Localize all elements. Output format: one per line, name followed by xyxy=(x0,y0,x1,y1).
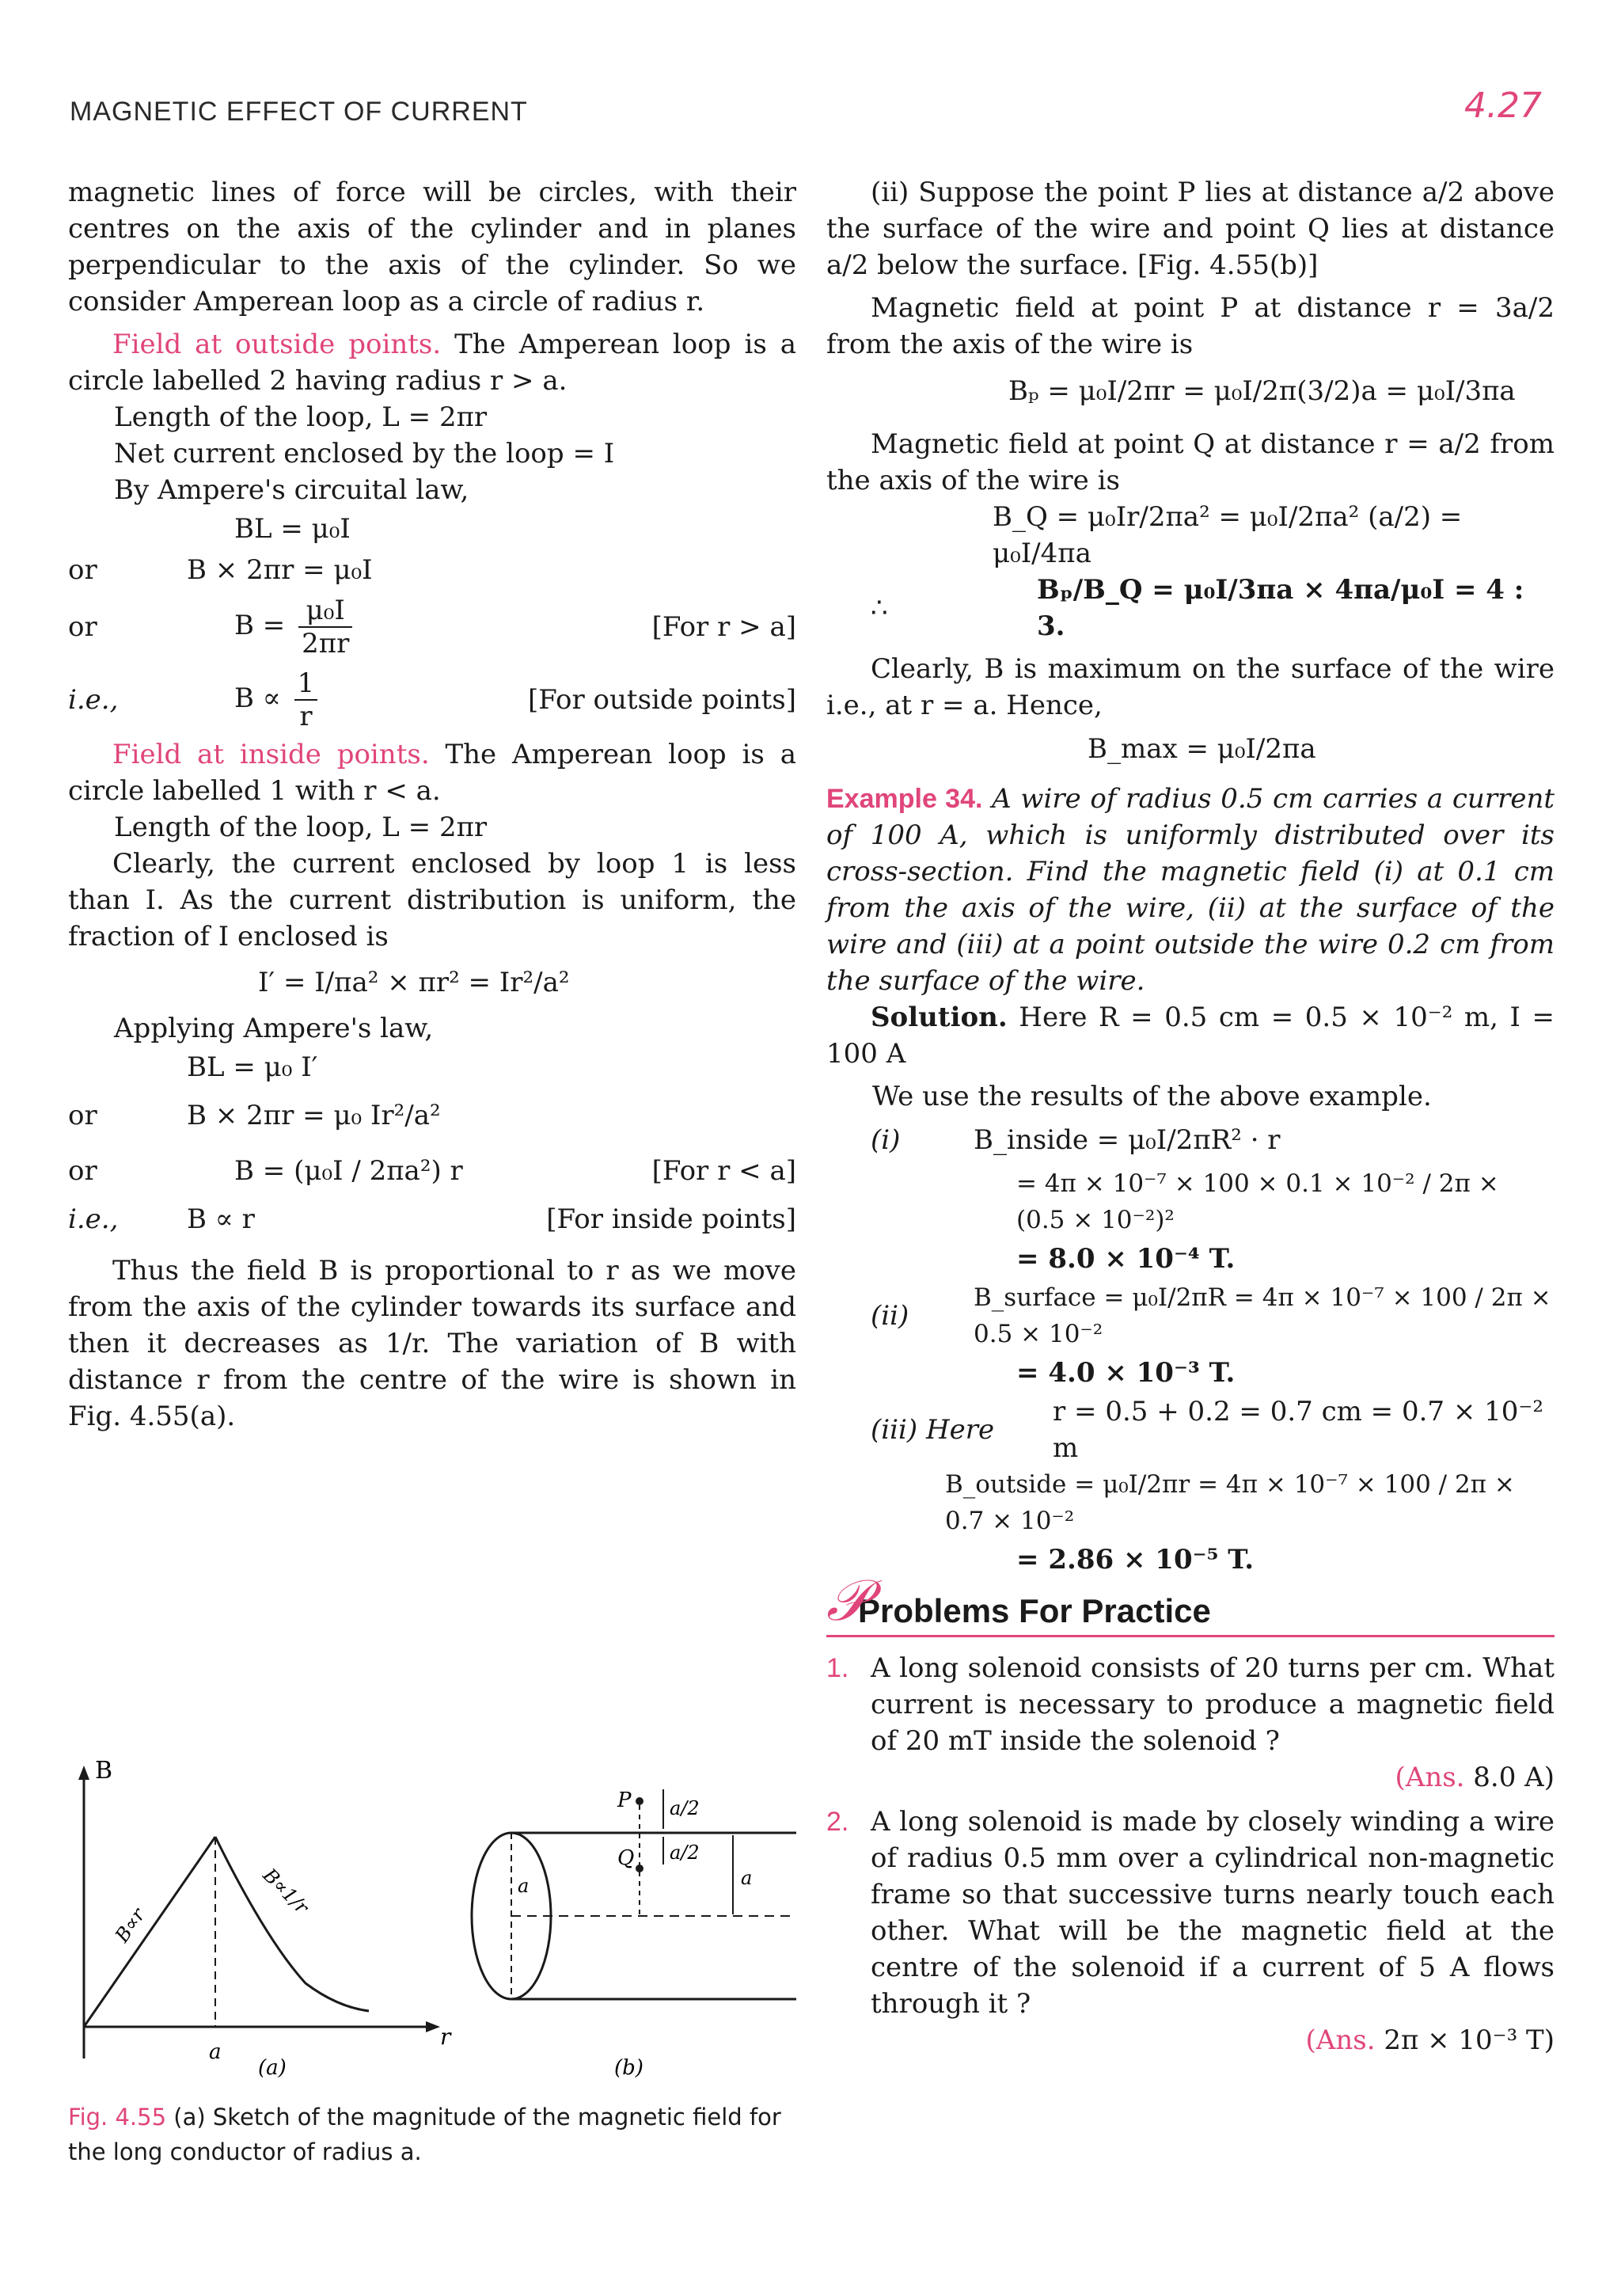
paragraph: (ii) Suppose the point P lies at distance a/2 above the surface of the wire and point Q lies at distance a/2 below the surface. [Fig. 4.55(b)] xyxy=(826,177,1555,281)
problems-header xyxy=(826,1567,1555,1637)
ie-label: i.e., xyxy=(68,684,119,716)
text: The Amperean loop is a circle labelled 2 having radius r > a. xyxy=(68,329,796,397)
b-axis-label: B xyxy=(95,1758,113,1785)
denominator: r xyxy=(299,701,313,732)
answer-value: 2π × 10⁻³ T) xyxy=(1384,2024,1555,2056)
equation-lhs: B ∝ xyxy=(234,682,281,714)
or-label: or xyxy=(68,1100,97,1131)
figure-caption-text: (a) Sketch of the magnitude of the magnetic field for the long conductor of radius a. xyxy=(68,2104,781,2165)
equation xyxy=(68,1047,796,1088)
result: = 4.0 × 10⁻³ T. xyxy=(1016,1357,1236,1389)
equation-body xyxy=(187,667,527,732)
equation-note: [For r > a] xyxy=(651,611,796,643)
answer-label: (Ans. xyxy=(1395,1762,1465,1793)
line: We use the results of the above example. xyxy=(872,1081,1432,1112)
or-label: or xyxy=(68,1155,97,1187)
or-label: or xyxy=(68,554,97,586)
example-text: A wire of radius 0.5 cm carries a current of 100 A, which is uniformly distributed over its cross-section. Find the magnetic field (i) at 0.1 cm from the axis of the wire, (ii) at the surface of the wire and (iii) at a point outside the wire 0.2 cm from the surface of the wire. xyxy=(826,783,1555,997)
part-label: (ii) xyxy=(871,1300,909,1332)
equation-note: [For r < a] xyxy=(651,1155,796,1187)
equation-text: B × 2πr = μ₀I xyxy=(187,554,373,586)
a-label-left: a xyxy=(518,1875,530,1897)
q-label: Q xyxy=(617,1846,635,1870)
paragraph: Magnetic field at point Q at distance r = a/2 from the axis of the wire is xyxy=(826,428,1555,496)
solution-text: Here R = 0.5 cm = 0.5 × 10⁻² m, I = 100 A xyxy=(826,1002,1555,1070)
solution xyxy=(826,999,1555,1072)
equation xyxy=(826,1539,1555,1580)
equation xyxy=(826,572,1555,644)
paragraph: Magnetic field at point P at distance r = 3a/2 from the axis of the wire is xyxy=(826,292,1555,360)
equation xyxy=(68,1199,796,1240)
inverse-decay xyxy=(215,1837,369,2011)
solution-heading: Solution. xyxy=(871,1002,1008,1033)
paragraph: Clearly, the current enclosed by loop 1 is less than I. As the current distribution is uniform, the fraction of I enclosed is xyxy=(68,848,796,952)
equation xyxy=(826,1238,1555,1279)
problems-title: Problems For Practice xyxy=(858,1592,1211,1629)
figure-4-55 xyxy=(68,1758,796,2090)
paragraph: Clearly, B is maximum on the surface of the wire i.e., at r = a. Hence, xyxy=(826,653,1555,721)
heading-inside-points: Field at inside points. xyxy=(112,739,430,770)
r-axis-label: r xyxy=(440,2024,451,2050)
text: The Amperean loop is a circle labelled 1 with r < a. xyxy=(68,739,796,807)
decorative-p-icon: 𝒫 xyxy=(826,1567,867,1633)
equation-text: I′ = I/πa² × πr² = Ir²/a² xyxy=(258,967,570,998)
caption-b: (b) xyxy=(614,2056,643,2080)
b-axis-arrow xyxy=(78,1766,89,1780)
equation xyxy=(826,1393,1555,1466)
point-p xyxy=(636,1797,643,1805)
a-label-right: a xyxy=(741,1867,753,1889)
equation xyxy=(826,1466,1555,1539)
fraction xyxy=(294,667,318,732)
equation xyxy=(826,1165,1555,1238)
paragraph-outside xyxy=(68,326,796,399)
equation-text: B_inside = μ₀I/2πR² · r xyxy=(974,1124,1281,1156)
equation-text: BL = μ₀ I′ xyxy=(187,1051,318,1083)
b-prop-r-label: B∝r xyxy=(110,1904,150,1947)
or-label: or xyxy=(68,611,97,643)
problem-list xyxy=(826,1650,1555,2058)
paragraph: Thus the field B is proportional to r as we move from the axis of the cylinder towards its surface and then it decreases as 1/r. The variation of B with distance r from the centre of the wire is shown in Fig. 4.55(a). xyxy=(68,1255,796,1432)
equation xyxy=(68,955,796,1010)
linear-rise xyxy=(84,1837,215,2027)
equation xyxy=(826,1115,1555,1165)
problem-body xyxy=(871,1650,1555,1796)
line: Applying Ampere's law, xyxy=(114,1013,434,1044)
left-column xyxy=(68,174,796,1435)
equation xyxy=(68,663,796,736)
equation xyxy=(826,724,1555,774)
equation-note: [For outside points] xyxy=(528,684,796,716)
paragraph-inside xyxy=(68,736,796,809)
a2-bottom-label: a/2 xyxy=(670,1842,700,1864)
right-column xyxy=(826,174,1555,2058)
equation xyxy=(68,591,796,663)
equation xyxy=(68,549,796,591)
equation xyxy=(68,508,796,549)
equation-text: Bₚ = μ₀I/2πr = μ₀I/2π(3/2)a = μ₀I/3πa xyxy=(1008,375,1516,407)
equation-lhs: B = xyxy=(234,610,286,641)
problem-item xyxy=(826,1804,1555,2058)
heading-outside-points: Field at outside points. xyxy=(112,329,442,360)
equation-text: B_Q = μ₀Ir/2πa² = μ₀I/2πa² (a/2) = μ₀I/4πa xyxy=(993,501,1463,569)
figure-caption-label: Fig. 4.55 xyxy=(68,2104,167,2131)
equation xyxy=(68,1088,796,1143)
problem-item xyxy=(826,1650,1555,1796)
therefore-symbol: ∴ xyxy=(871,592,888,624)
equation-text: B × 2πr = μ₀ Ir²/a² xyxy=(187,1100,441,1131)
part-label: (i) xyxy=(871,1124,901,1156)
figure-caption xyxy=(68,2100,796,2169)
numerator: μ₀I xyxy=(298,595,352,628)
example-heading: Example 34. xyxy=(826,784,983,814)
equation-text: Bₚ/B_Q = μ₀I/3πa × 4πa/μ₀I = 4 : 3. xyxy=(1037,574,1524,642)
answer xyxy=(871,1759,1555,1796)
equation-text: B ∝ r xyxy=(187,1203,255,1235)
paragraph: magnetic lines of force will be circles, with their centres on the axis of the cylinder and in planes perpendicular to the axis of the cylinder. So we consider Amperean loop as a circle of radius r. xyxy=(68,177,796,317)
answer xyxy=(871,2022,1555,2058)
answer-label: (Ans. xyxy=(1305,2024,1376,2056)
equation-text: B = (μ₀I / 2πa²) r xyxy=(234,1155,463,1187)
equation-text: BL = μ₀I xyxy=(234,513,351,545)
b-prop-inv-r-label: B∝1/r xyxy=(258,1864,313,1918)
answer-value: 8.0 A) xyxy=(1473,1762,1555,1793)
equation-text: B_max = μ₀I/2πa xyxy=(1088,733,1316,765)
problem-number: 2. xyxy=(826,1807,849,1837)
chapter-header: MAGNETIC EFFECT OF CURRENT xyxy=(70,97,528,127)
equation xyxy=(826,499,1555,572)
equation xyxy=(826,1352,1555,1393)
a2-top-label: a/2 xyxy=(670,1797,700,1819)
problem-text: A long solenoid is made by closely winding a wire of radius 0.5 mm over a cylindrical non-magnetic frame so that successive turns nearly touch each other. What will be the magnetic field at the centre of the solenoid if a current of 5 A flows through it ? xyxy=(871,1806,1555,2020)
a-label: a xyxy=(209,2040,222,2064)
problem-text: A long solenoid consists of 20 turns per cm. What current is necessary to produce a magnetic field of 20 mT inside the solenoid ? xyxy=(871,1652,1555,1757)
result: = 8.0 × 10⁻⁴ T. xyxy=(1016,1243,1236,1275)
equation xyxy=(68,1143,796,1199)
result: = 2.86 × 10⁻⁵ T. xyxy=(1016,1544,1255,1576)
example-34 xyxy=(826,781,1555,999)
line: Length of the loop, L = 2πr xyxy=(114,812,488,843)
equation xyxy=(826,363,1555,420)
part-label: (iii) Here xyxy=(871,1414,995,1446)
equation-text: B_outside = μ₀I/2πr = 4π × 10⁻⁷ × 100 / 2π × 0.7 × 10⁻² xyxy=(945,1470,1515,1535)
denominator: 2πr xyxy=(302,628,350,660)
equation-text: = 4π × 10⁻⁷ × 100 × 0.1 × 10⁻² / 2π × (0.5 × 10⁻²)² xyxy=(1016,1169,1499,1234)
numerator: 1 xyxy=(294,667,318,701)
equation-text: r = 0.5 + 0.2 = 0.7 cm = 0.7 × 10⁻² m xyxy=(1053,1396,1543,1464)
equation-body xyxy=(187,595,606,660)
problem-body xyxy=(871,1804,1555,2058)
equation-note: [For inside points] xyxy=(546,1203,796,1235)
line: Length of the loop, L = 2πr xyxy=(114,401,488,433)
equation-text: B_surface = μ₀I/2πR = 4π × 10⁻⁷ × 100 / 2π × 0.5 × 10⁻² xyxy=(974,1283,1551,1348)
ie-label: i.e., xyxy=(68,1203,119,1235)
p-label: P xyxy=(617,1789,632,1812)
r-axis-arrow xyxy=(426,2021,440,2032)
fraction xyxy=(298,595,352,660)
caption-a: (a) xyxy=(258,2056,287,2080)
line: By Ampere's circuital law, xyxy=(114,474,469,506)
equation xyxy=(826,1279,1555,1352)
problem-number: 1. xyxy=(826,1653,849,1683)
line: Net current enclosed by the loop = I xyxy=(114,438,615,469)
page-number: 4.27 xyxy=(1464,86,1542,126)
